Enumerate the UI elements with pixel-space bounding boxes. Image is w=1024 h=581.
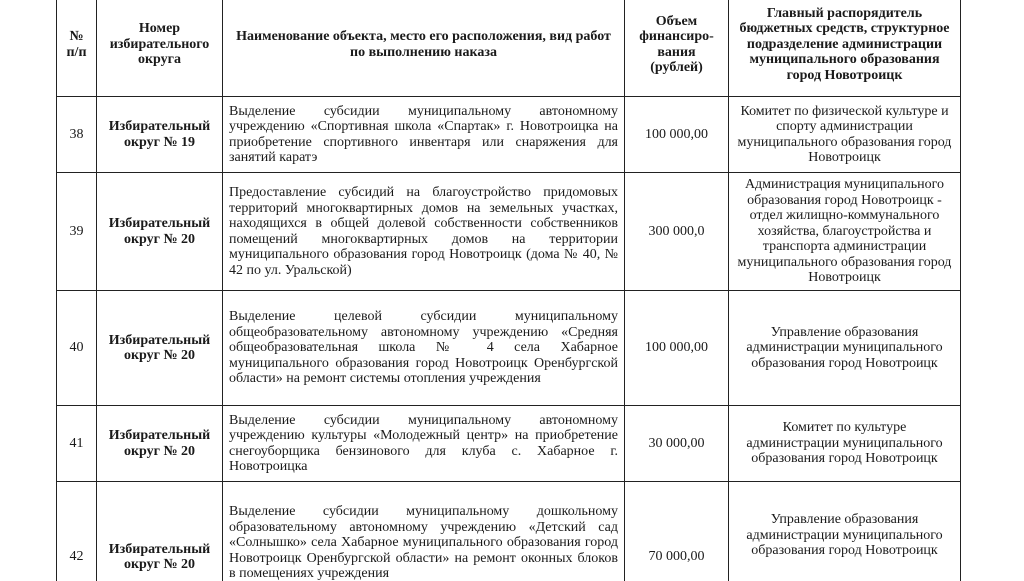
- header-organization: Главный распорядитель бюджетных средств, структурное подразделение администрации муниципального образования город Новотроицк: [729, 0, 961, 97]
- header-description: Наименование объекта, место его расположения, вид работ по выполнению наказа: [223, 0, 625, 97]
- funding-table: [56, 0, 961, 581]
- row-district: Избирательный округ № 20: [97, 291, 223, 406]
- row-description: Выделение субсидии муниципальному автономному учреждению «Спортивная школа «Спартак» г. Новотроицка на приобретение спортивного инвентаря или снаряжения для занятий каратэ: [223, 97, 625, 173]
- row-district: Избирательный округ № 20: [97, 482, 223, 581]
- row-num: 39: [57, 173, 97, 291]
- row-amount: 100 000,00: [625, 97, 729, 173]
- table-row: [57, 291, 961, 406]
- table-row: [57, 97, 961, 173]
- row-organization: Комитет по физической культуре и спорту администрации муниципального образования город Новотроицк: [729, 97, 961, 173]
- row-organization: Администрация муниципального образования город Новотроицк - отдел жилищно-коммунального хозяйства, благоустройства и транспорта администрации муниципального образования город Новотроицк: [729, 173, 961, 291]
- table-row: [57, 482, 961, 581]
- row-description: Выделение целевой субсидии муниципальному общеобразовательному автономному учреждению «Средняя общеобразовательная школа № 4 села Хабарное муниципального образования город Новотроицк Оренбургской области» на ремонт системы отопления учреждения: [223, 291, 625, 406]
- row-amount: 300 000,0: [625, 173, 729, 291]
- row-organization: Управление образования администрации муниципального образования город Новотроицк: [729, 291, 961, 406]
- row-district: Избирательный округ № 20: [97, 173, 223, 291]
- row-amount: 100 000,00: [625, 291, 729, 406]
- row-amount: 70 000,00: [625, 482, 729, 581]
- row-district: Избирательный округ № 20: [97, 406, 223, 482]
- row-amount: 30 000,00: [625, 406, 729, 482]
- row-num: 42: [57, 482, 97, 581]
- row-organization: Управление образования администрации муниципального образования город Новотроицк: [729, 482, 961, 581]
- table-row: [57, 406, 961, 482]
- row-num: 40: [57, 291, 97, 406]
- row-num: 38: [57, 97, 97, 173]
- header-num: № п/п: [57, 0, 97, 97]
- header-amount: Объем финансиро-вания (рублей): [625, 0, 729, 97]
- row-description: Выделение субсидии муниципальному дошкольному образовательному автономному учреждению «Детский сад «Солнышко» села Хабарное муниципального образования город Новотроицк Оренбургской области» на ремонт оконных блоков в помещениях учреждения: [223, 482, 625, 581]
- row-district: Избирательный округ № 19: [97, 97, 223, 173]
- table-row: [57, 173, 961, 291]
- row-description: Предоставление субсидий на благоустройство придомовых территорий многоквартирных домов на земельных участках, находящихся в общей долевой собственности собственников помещений многоквартирных домов на территории муниципального образования город Новотроицк (дома № 40, № 42 по ул. Уральской): [223, 173, 625, 291]
- table-header-row: [57, 0, 961, 97]
- header-district: Номер избирательного округа: [97, 0, 223, 97]
- row-num: 41: [57, 406, 97, 482]
- row-description: Выделение субсидии муниципальному автономному учреждению культуры «Молодежный центр» на приобретение снегоуборщика бензинового для клуба с. Хабарное г. Новотроицка: [223, 406, 625, 482]
- row-organization: Комитет по культуре администрации муниципального образования город Новотроицк: [729, 406, 961, 482]
